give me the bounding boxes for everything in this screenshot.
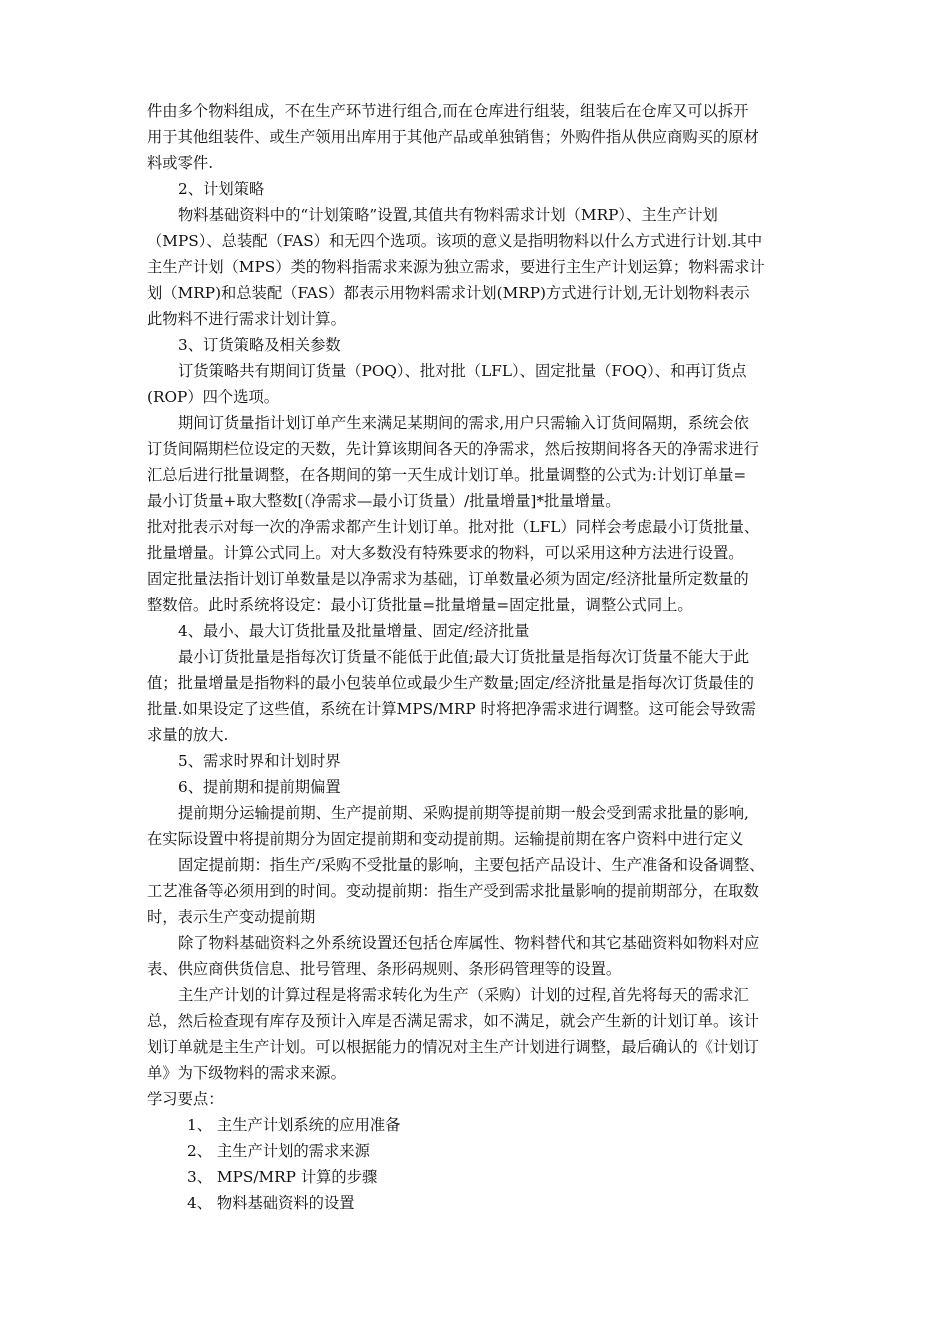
- section-heading: 5、需求时界和计划时界: [178, 752, 341, 770]
- text-line: 料或零件.: [147, 154, 214, 172]
- text-line: 固定批量法指计划订单数量是以净需求为基础，订单数量必须为固定/经济批量所定数量的: [147, 570, 749, 588]
- text-line: 最小订货量+取大整数[（净需求—最小订货量）/批量增量]*批量增量。: [147, 492, 621, 510]
- text-line: 汇总后进行批量调整，在各期间的第一天生成计划订单。批量调整的公式为:计划订单量=: [147, 466, 747, 484]
- section-heading: 4、最小、最大订货批量及批量增量、固定/经济批量: [178, 622, 530, 640]
- text-line: 总，然后检查现有库存及预计入库是否满足需求，如不满足，就会产生新的计划订单。该计: [147, 1012, 759, 1030]
- study-points-label: 学习要点：: [147, 1090, 224, 1108]
- text-line: 批量增量。计算公式同上。对大多数没有特殊要求的物料，可以采用这种方法进行设置。: [147, 544, 744, 562]
- list-item: 2、 主生产计划的需求来源: [187, 1142, 370, 1160]
- text-line: 用于其他组装件、或生产领用出库用于其他产品或单独销售；外购件指从供应商购买的原材: [147, 128, 759, 146]
- text-line: （MPS）、总装配（FAS）和无四个选项。该项的意义是指明物料以什么方式进行计划.其中: [147, 232, 763, 250]
- list-item: 3、 MPS/MRP 计算的步骤: [187, 1168, 378, 1186]
- section-heading: 2、计划策略: [178, 180, 265, 198]
- text-line: 期间订货量指计划订单产生来满足某期间的需求,用户只需输入订货间隔期，系统会依: [178, 414, 749, 432]
- text-line: 固定提前期：指生产/采购不受批量的影响，主要包括产品设计、生产准备和设备调整、: [178, 856, 765, 874]
- text-line: 工艺准备等必须用到的时间。变动提前期：指生产受到需求批量影响的提前期部分，在取数: [147, 882, 759, 900]
- text-line: 批量.如果设定了这些值，系统在计算MPS/MRP 时将把净需求进行调整。这可能会导致需: [147, 700, 756, 718]
- text-line: 单》为下级物料的需求来源。: [147, 1064, 346, 1082]
- text-line: 物料基础资料中的“计划策略”设置,其值共有物料需求计划（MRP）、主生产计划: [178, 206, 718, 224]
- section-heading: 6、提前期和提前期偏置: [178, 778, 341, 796]
- text-line: 时，表示生产变动提前期: [147, 908, 316, 926]
- text-line: 件由多个物料组成，不在生产环节进行组合,而在仓库进行组装，组装后在仓库又可以拆开: [147, 102, 749, 120]
- text-line: 订货策略共有期间订货量（POQ）、批对批（LFL）、固定批量（FOQ）、和再订货点: [178, 362, 747, 380]
- text-line: (ROP）四个选项。: [147, 388, 280, 406]
- section-heading: 3、订货策略及相关参数: [178, 336, 341, 354]
- text-line: 整数倍。此时系统将设定：最小订货批量=批量增量=固定批量，调整公式同上。: [147, 596, 693, 614]
- list-item: 1、 主生产计划系统的应用准备: [187, 1116, 401, 1134]
- text-line: 订货间隔期栏位设定的天数，先计算该期间各天的净需求，然后按期间将各天的净需求进行: [147, 440, 759, 458]
- text-line: 值；批量增量是指物料的最小包装单位或最少生产数量;固定/经济批量是指每次订货最佳的: [147, 674, 754, 692]
- text-line: 划（MRP)和总装配（FAS）都表示用物料需求计划(MRP)方式进行计划,无计划物料表示: [147, 284, 750, 302]
- text-line: 求量的放大.: [147, 726, 229, 744]
- text-line: 除了物料基础资料之外系统设置还包括仓库属性、物料替代和其它基础资料如物料对应: [178, 934, 760, 952]
- text-line: 主生产计划的计算过程是将需求转化为生产（采购）计划的过程,首先将每天的需求汇: [178, 986, 749, 1004]
- list-item: 4、 物料基础资料的设置: [187, 1194, 355, 1212]
- text-line: 最小订货批量是指每次订货量不能低于此值;最大订货批量是指每次订货量不能大于此: [178, 648, 750, 666]
- text-line: 在实际设置中将提前期分为固定提前期和变动提前期。运输提前期在客户资料中进行定义: [147, 830, 744, 848]
- text-line: 主生产计划（MPS）类的物料指需求来源为独立需求，要进行主生产计划运算；物料需求计: [147, 258, 765, 276]
- text-line: 提前期分运输提前期、生产提前期、采购提前期等提前期一般会受到需求批量的影响,: [178, 804, 749, 822]
- text-line: 表、供应商供货信息、批号管理、条形码规则、条形码管理等的设置。: [147, 960, 622, 978]
- text-line: 此物料不进行需求计划计算。: [147, 310, 346, 328]
- text-line: 划订单就是主生产计划。可以根据能力的情况对主生产计划进行调整，最后确认的《计划订: [147, 1038, 759, 1056]
- text-line: 批对批表示对每一次的净需求都产生计划订单。批对批（LFL）同样会考虑最小订货批量、: [147, 518, 760, 536]
